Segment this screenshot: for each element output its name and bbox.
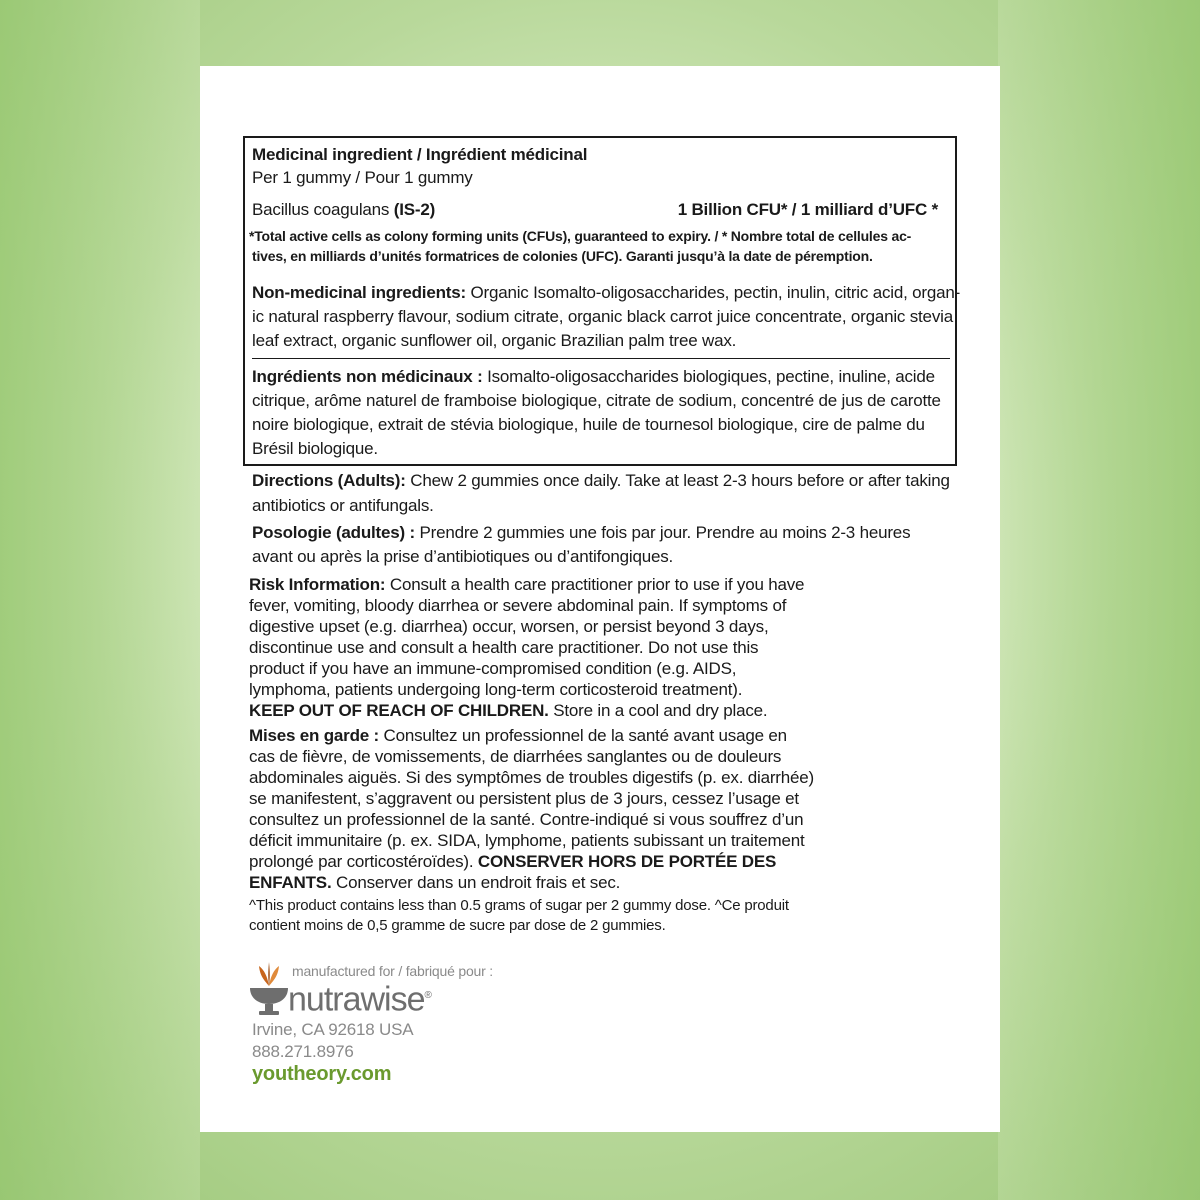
non-medicinal-fr-label: Ingrédients non médicinaux :	[252, 367, 483, 386]
posologie-line-1	[252, 522, 910, 543]
registered-mark: ®	[424, 990, 431, 1001]
mises-line-6: déficit immunitaire (p. ex. SIDA, lymphome, patients subissant un traitement	[249, 831, 805, 850]
sugar-note-line-2: contient moins de 0,5 gramme de sucre par dose de 2 gummies.	[249, 917, 666, 934]
directions-label: Directions (Adults):	[252, 471, 406, 490]
bowl-logo-icon	[248, 984, 290, 1018]
medicinal-heading: Medicinal ingredient / Ingrédient médicinal	[252, 145, 588, 164]
phone-text: 888.271.8976	[252, 1042, 354, 1061]
mises-text-1: Consultez un professionnel de la santé avant usage en	[379, 726, 787, 745]
posologie-line-2: avant ou après la prise d’antibiotiques ou d’antifongiques.	[252, 547, 674, 566]
non-medicinal-fr-line-2: citrique, arôme naturel de framboise biologique, citrate de sodium, concentré de jus de carotte	[252, 391, 941, 410]
risk-text-1: Consult a health care practitioner prior to use if you have	[385, 575, 805, 594]
brand-logo-text	[288, 976, 431, 1019]
ingredient-strain: (IS-2)	[393, 200, 436, 219]
risk-line-5: product if you have an immune-compromised condition (e.g. AIDS,	[249, 659, 737, 678]
mises-text-7: prolongé par corticostéroïdes).	[249, 852, 478, 871]
non-medicinal-en-line-1	[252, 282, 960, 303]
brand-block	[246, 956, 566, 1116]
mises-line-8	[249, 872, 620, 893]
risk-line-2: fever, vomiting, bloody diarrhea or severe abdominal pain. If symptoms of	[249, 596, 787, 615]
mises-label: Mises en garde :	[249, 726, 380, 745]
non-medicinal-fr-line-3: noire biologique, extrait de stévia biologique, huile de tournesol biologique, cire de palme du	[252, 415, 925, 434]
non-medicinal-en-line-2: ic natural raspberry flavour, sodium citrate, organic black carrot juice concentrate, organic stevia	[252, 307, 953, 326]
mises-line-1	[249, 725, 787, 746]
risk-line-4: discontinue use and consult a health care practitioner. Do not use this	[249, 638, 759, 657]
storage-text: Store in a cool and dry place.	[548, 701, 768, 720]
directions-line-2: antibiotics or antifungals.	[252, 496, 434, 515]
manufactured-for-text: manufactured for / fabriqué pour :	[292, 963, 493, 979]
conserver-warning-2: ENFANTS.	[249, 873, 332, 892]
background-sheen-left	[0, 0, 200, 1200]
non-medicinal-fr-text-1: Isomalto-oligosaccharides biologiques, pectine, inuline, acide	[482, 367, 935, 386]
directions-text-1: Chew 2 gummies once daily. Take at least 2-3 hours before or after taking	[405, 471, 950, 490]
ingredient-line	[252, 199, 435, 220]
ingredient-name: Bacillus coagulans	[252, 200, 390, 219]
cfu-note-line-1: *Total active cells as colony forming units (CFUs), guaranteed to expiry. / * Nombre total de cellules ac-	[249, 228, 912, 244]
mises-line-4: se manifestent, s’aggravent ou persistent plus de 3 jours, cessez l’usage et	[249, 789, 799, 808]
mises-line-3: abdominales aiguës. Si des symptômes de troubles digestifs (p. ex. diarrhée)	[249, 768, 814, 787]
brand-name: nutrawise	[288, 980, 425, 1019]
risk-line-3: digestive upset (e.g. diarrhea) occur, worsen, or persist beyond 3 days,	[249, 617, 769, 636]
posologie-label: Posologie (adultes) :	[252, 523, 415, 542]
risk-line-1	[249, 574, 804, 595]
directions-line-1	[252, 470, 950, 491]
non-medicinal-en-line-3: leaf extract, organic sunflower oil, organic Brazilian palm tree wax.	[252, 331, 737, 350]
posologie-text-1: Prendre 2 gummies une fois par jour. Prendre au moins 2-3 heures	[414, 523, 911, 542]
risk-line-7	[249, 700, 767, 721]
label-panel	[200, 66, 1000, 1132]
non-medicinal-fr-line-1	[252, 366, 935, 387]
ingredient-amount: 1 Billion CFU* / 1 milliard d’UFC *	[677, 200, 938, 219]
mises-line-7	[249, 851, 776, 872]
non-medicinal-fr-line-4: Brésil biologique.	[252, 439, 378, 458]
background-sheen-right	[998, 0, 1200, 1200]
conserver-warning-1: CONSERVER HORS DE PORTÉE DES	[477, 852, 777, 871]
conserver-storage-text: Conserver dans un endroit frais et sec.	[331, 873, 621, 892]
address-text: Irvine, CA 92618 USA	[252, 1020, 414, 1039]
per-dose-text: Per 1 gummy / Pour 1 gummy	[252, 168, 473, 187]
section-divider	[252, 358, 950, 359]
risk-label: Risk Information:	[249, 575, 386, 594]
non-medicinal-en-text-1: Organic Isomalto-oligosaccharides, pectin, inulin, citric acid, organ-	[465, 283, 961, 302]
sugar-note-line-1: ^This product contains less than 0.5 grams of sugar per 2 gummy dose. ^Ce produit	[249, 897, 789, 914]
website-link[interactable]: youtheory.com	[252, 1063, 392, 1085]
risk-line-6: lymphoma, patients undergoing long-term corticosteroid treatment).	[249, 680, 743, 699]
keep-out-warning: KEEP OUT OF REACH OF CHILDREN.	[249, 701, 549, 720]
mises-line-2: cas de fièvre, de vomissements, de diarrhées sanglantes ou de douleurs	[249, 747, 782, 766]
non-medicinal-en-label: Non-medicinal ingredients:	[252, 283, 466, 302]
cfu-note-line-2: tives, en milliards d’unités formatrices de colonies (UFC). Garanti jusqu’à la date de péremption.	[252, 248, 873, 264]
mises-line-5: consultez un professionnel de la santé. Contre-indiqué si vous souffrez d’un	[249, 810, 804, 829]
